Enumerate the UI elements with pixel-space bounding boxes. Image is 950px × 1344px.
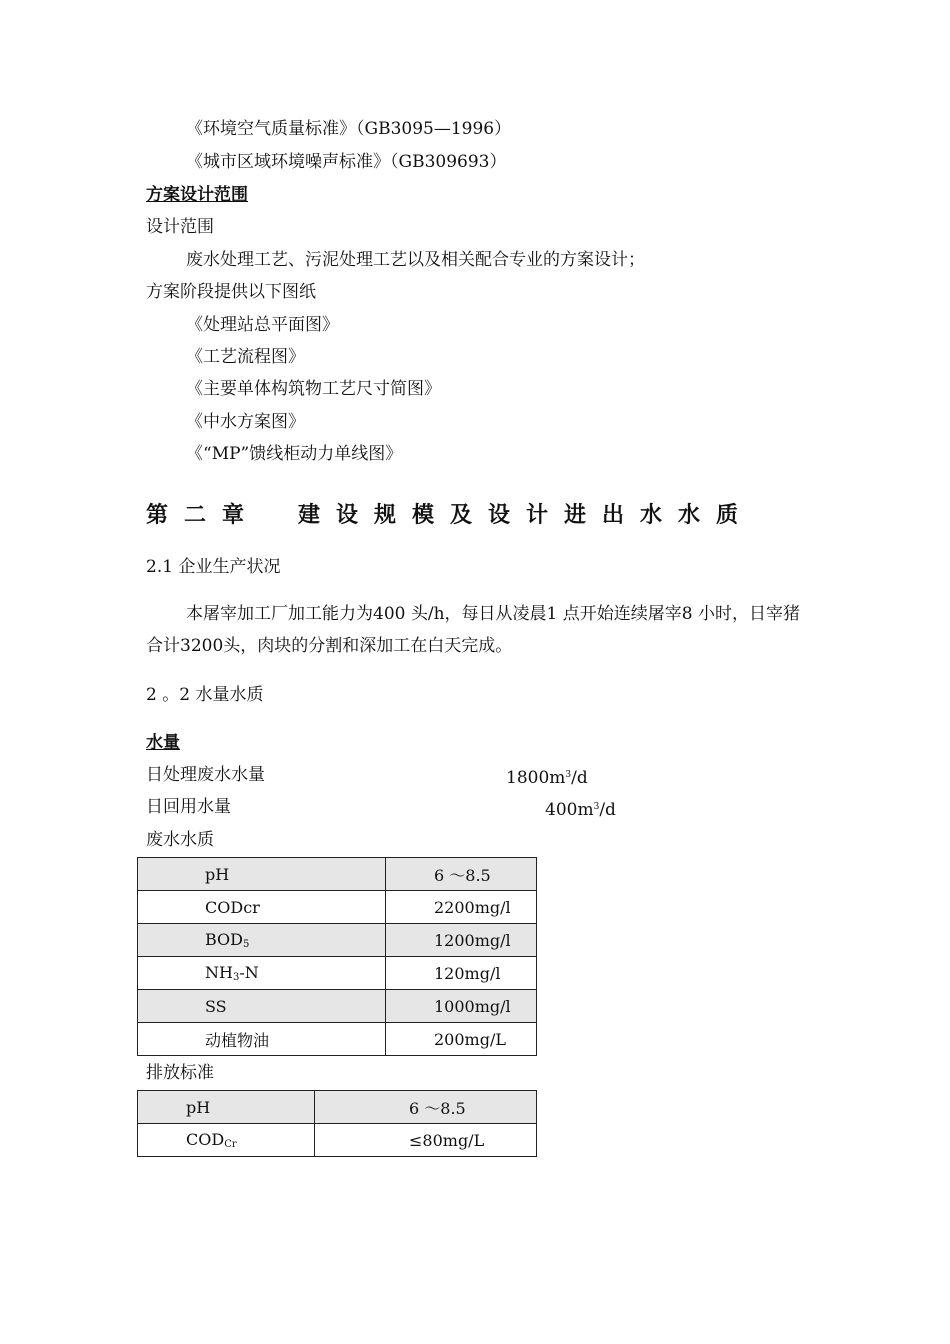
drawing-item: 《工艺流程图》 — [186, 347, 305, 367]
table-row — [138, 891, 537, 924]
design-scope-subheading: 设计范围 — [146, 217, 214, 237]
table-row — [138, 858, 537, 891]
design-scope-description: 废水处理工艺、污泥处理工艺以及相关配合专业的方案设计； — [186, 250, 645, 270]
param-cell: $NH_3-N$ — [138, 957, 386, 990]
table-row — [138, 1124, 537, 1157]
section-2-2-title: 2 。2 水量水质 — [146, 685, 264, 705]
wastewater-quality-heading: 废水水质 — [146, 830, 214, 850]
param-cell: SS — [138, 990, 386, 1023]
value-cell: 6 ～8.5 — [386, 858, 537, 891]
value-cell: ≤80mg/L — [315, 1124, 537, 1157]
section-2-1-body — [146, 598, 806, 662]
section-2-1-text: 本屠宰加工厂加工能力为400 头/h，每日从凌晨1 点开始连续屠宰8 小时，日宰猪合计3200头，肉块的分割和深加工在白天完成。 — [146, 604, 800, 656]
drawing-item: 《“MP”馈线柜动力单线图》 — [186, 444, 403, 464]
value-cell: 6 ～8.5 — [315, 1091, 537, 1124]
value-cell: 120mg/l — [386, 957, 537, 990]
design-scope-heading: 方案设计范围 — [146, 185, 248, 205]
param-cell: CODcr — [138, 891, 386, 924]
daily-treatment-label: 日处理废水水量 — [146, 765, 265, 785]
drawing-item: 《主要单体构筑物工艺尺寸简图》 — [186, 379, 441, 399]
value-cell: 200mg/L — [386, 1023, 537, 1056]
value-cell: 1200mg/l — [386, 924, 537, 957]
param-cell: $COD_{Cr}$ — [138, 1124, 315, 1157]
drawing-item: 《中水方案图》 — [186, 412, 305, 432]
param-cell: 动植物油 — [138, 1023, 386, 1056]
section-2-1-title: 2.1 企业生产状况 — [146, 557, 281, 577]
daily-reuse-value: $400m^3/d$ — [545, 800, 616, 820]
value-cell: 2200mg/l — [386, 891, 537, 924]
table-row — [138, 957, 537, 990]
drawing-item: 《处理站总平面图》 — [186, 315, 339, 335]
table-row — [138, 1023, 537, 1056]
value-cell: 1000mg/l — [386, 990, 537, 1023]
standard-air-quality: 《环境空气质量标准》（GB3095—1996） — [186, 119, 512, 139]
param-cell: pH — [138, 858, 386, 891]
water-quantity-heading: 水量 — [146, 733, 180, 753]
discharge-standard-table — [137, 1090, 537, 1157]
param-cell: $BOD_5$ — [138, 924, 386, 957]
wastewater-quality-table — [137, 857, 537, 1056]
table-row — [138, 924, 537, 957]
chapter-title: 第二章 建设规模及设计进出水水质 — [146, 503, 755, 528]
daily-treatment-value: $1800m^3/d$ — [506, 768, 588, 788]
standard-noise: 《城市区域环境噪声标准》（GB309693） — [186, 152, 507, 172]
table-row — [138, 990, 537, 1023]
table-row — [138, 1091, 537, 1124]
drawings-heading: 方案阶段提供以下图纸 — [146, 282, 316, 302]
discharge-standard-heading: 排放标准 — [146, 1063, 214, 1083]
param-cell: pH — [138, 1091, 315, 1124]
daily-reuse-label: 日回用水量 — [146, 797, 231, 817]
